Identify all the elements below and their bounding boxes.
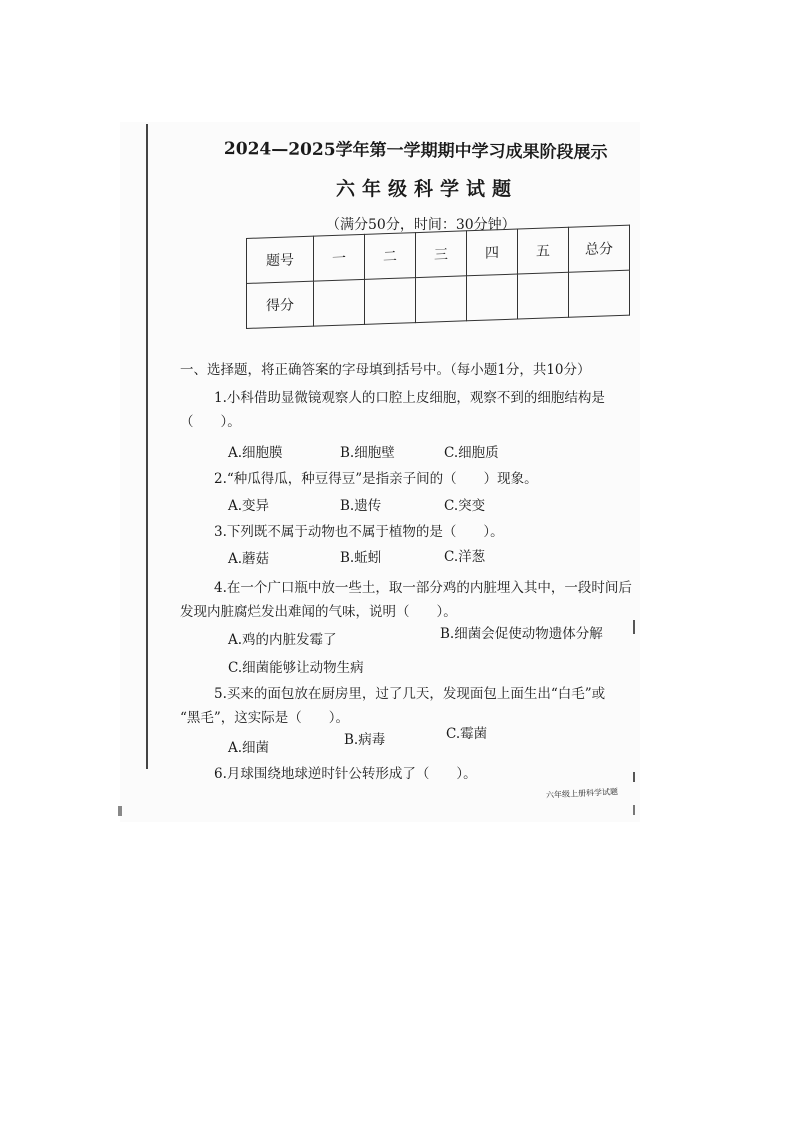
option-c: C.细菌能够让动物生病 bbox=[228, 660, 364, 676]
exam-subtitle: 六年级科学试题 bbox=[336, 178, 519, 200]
option-a: A.蘑菇 bbox=[228, 551, 270, 567]
option-b: B.遗传 bbox=[340, 498, 382, 514]
score-cell bbox=[467, 274, 518, 321]
option-a: A.细菌 bbox=[228, 740, 270, 756]
header-cell: 一 bbox=[314, 234, 365, 281]
scan-edge-right bbox=[633, 620, 635, 634]
question-stem-cont: （ ）。 bbox=[180, 414, 241, 430]
scan-edge-right bbox=[633, 772, 635, 782]
header-cell: 五 bbox=[518, 227, 569, 274]
page-footer: 六年级上册科学试题 bbox=[545, 787, 619, 800]
header-cell: 总分 bbox=[569, 225, 630, 272]
question-stem: 1.小科借助显微镜观察人的口腔上皮细胞，观察不到的细胞结构是 bbox=[214, 390, 605, 406]
score-cell bbox=[569, 270, 630, 317]
option-a: A.细胞膜 bbox=[228, 445, 283, 461]
option-b: B.病毒 bbox=[344, 732, 386, 748]
option-c: C.细胞质 bbox=[444, 445, 499, 461]
header-cell: 二 bbox=[365, 233, 416, 280]
score-cell bbox=[365, 278, 416, 325]
score-cell bbox=[518, 272, 569, 319]
scan-edge-right bbox=[633, 805, 635, 815]
question-stem: 4.在一个广口瓶中放一些土，取一部分鸡的内脏埋入其中，一段时间后 bbox=[214, 580, 632, 596]
option-b: B.细菌会促使动物遗体分解 bbox=[440, 626, 603, 642]
question-stem: 2.“种瓜得瓜，种豆得豆”是指亲子间的（ ）现象。 bbox=[214, 471, 538, 487]
score-cell bbox=[314, 279, 365, 326]
header-cell: 三 bbox=[416, 231, 467, 278]
score-cell bbox=[416, 276, 467, 323]
header-cell: 四 bbox=[467, 229, 518, 276]
section-heading: 一、选择题，将正确答案的字母填到括号中。（每小题1分，共10分） bbox=[180, 362, 591, 378]
scan-edge-left bbox=[146, 124, 148, 769]
header-cell: 题号 bbox=[247, 236, 314, 283]
score-table bbox=[246, 225, 630, 329]
option-c: C.洋葱 bbox=[444, 549, 486, 565]
question-stem-cont: “黑毛”，这实际是（ ）。 bbox=[180, 710, 350, 726]
scan-edge-mark bbox=[118, 806, 122, 816]
row-label: 得分 bbox=[247, 281, 314, 328]
option-c: C.突变 bbox=[444, 498, 486, 514]
option-b: B.细胞壁 bbox=[340, 445, 395, 461]
option-c: C.霉菌 bbox=[446, 726, 488, 742]
option-a: A.变异 bbox=[228, 498, 270, 514]
exam-info: （满分50分，时间：30分钟） bbox=[326, 217, 516, 233]
question-stem: 6.月球围绕地球逆时针公转形成了（ ）。 bbox=[214, 766, 477, 782]
question-stem-cont: 发现内脏腐烂发出难闻的气味，说明（ ）。 bbox=[180, 604, 457, 620]
question-stem: 3.下列既不属于动物也不属于植物的是（ ）。 bbox=[214, 524, 504, 540]
exam-title: 2024—2025学年第一学期期中学习成果阶段展示 bbox=[223, 139, 608, 164]
option-b: B.蚯蚓 bbox=[340, 550, 382, 566]
option-a: A.鸡的内脏发霉了 bbox=[228, 632, 337, 648]
question-stem: 5.买来的面包放在厨房里，过了几天，发现面包上面生出“白毛”或 bbox=[214, 686, 606, 702]
